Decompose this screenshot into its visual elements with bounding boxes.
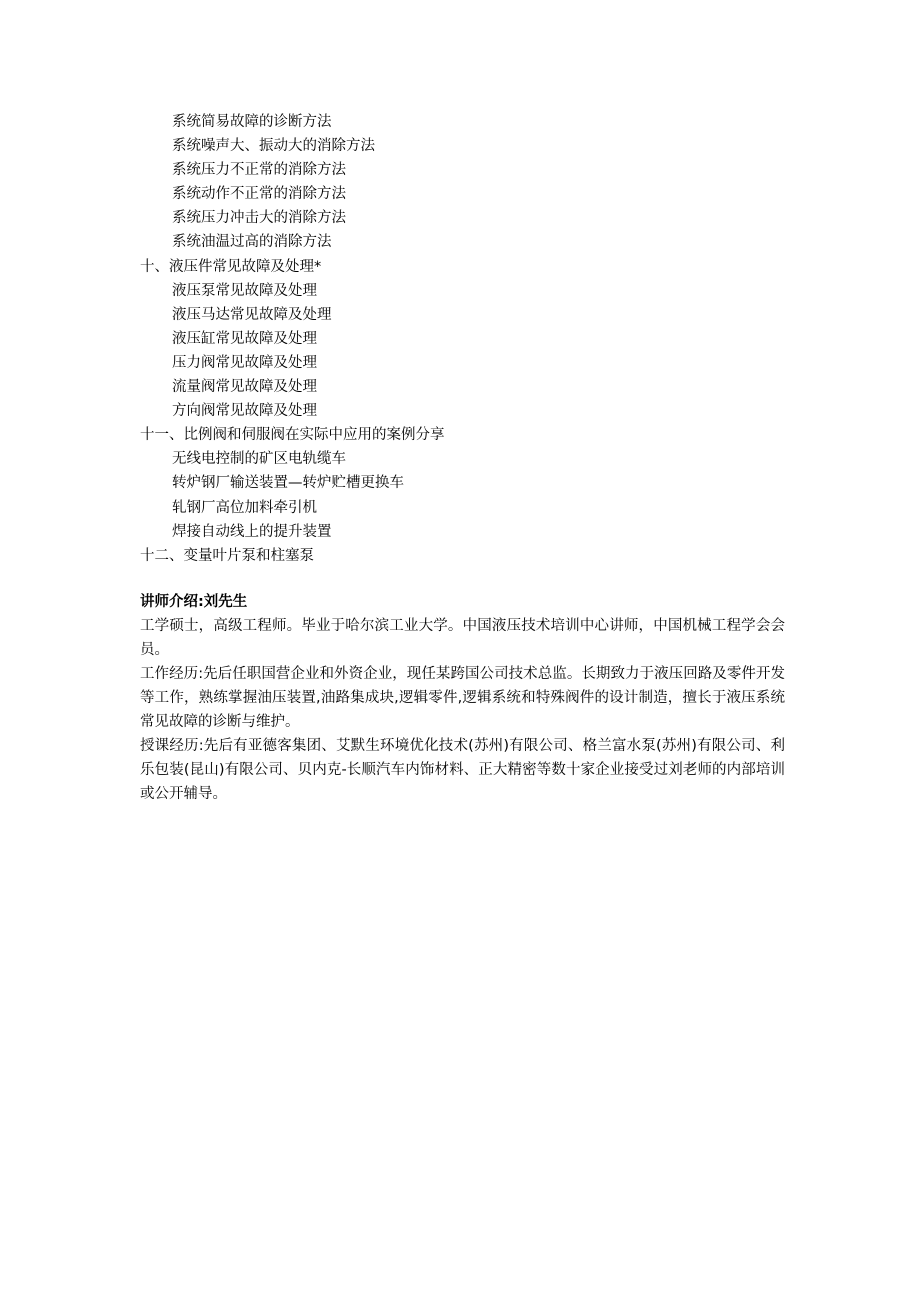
outline-subitem: 液压泵常见故障及处理 bbox=[172, 282, 317, 299]
outline-subitem: 焊接自动线上的提升装置 bbox=[172, 523, 332, 540]
outline-subitem: 液压马达常见故障及处理 bbox=[172, 306, 332, 323]
instructor-heading: 讲师介绍:刘先生 bbox=[140, 593, 248, 610]
outline-subitem: 系统简易故障的诊断方法 bbox=[172, 114, 332, 130]
outline-subitem: 系统油温过高的消除方法 bbox=[172, 234, 332, 251]
instructor-intro bbox=[140, 590, 785, 806]
outline-section-heading: 十一、比例阀和伺服阀在实际中应用的案例分享 bbox=[140, 427, 445, 444]
course-outline bbox=[140, 110, 785, 568]
document-page bbox=[140, 110, 785, 806]
instructor-work-experience: 工作经历:先后任职国营企业和外资企业，现任某跨国公司技术总监。长期致力于液压回路及零件开发等工作，熟练掌握油压装置,油路集成块,逻辑零件,逻辑系统和特殊阀件的设计制造，擅长于液压系统常见故障的诊断与维护。 bbox=[140, 665, 785, 730]
outline-subitem: 无线电控制的矿区电轨缆车 bbox=[172, 451, 346, 468]
outline-subitem: 液压缸常见故障及处理 bbox=[172, 330, 317, 347]
section-gap bbox=[140, 568, 785, 590]
outline-subitem: 系统噪声大、振动大的消除方法 bbox=[172, 138, 375, 155]
outline-subitem: 系统动作不正常的消除方法 bbox=[172, 186, 346, 203]
outline-subitem: 方向阀常见故障及处理 bbox=[172, 403, 317, 420]
outline-section-heading: 十、液压件常见故障及处理* bbox=[140, 258, 322, 275]
instructor-teaching-experience: 授课经历:先后有亚德客集团、艾默生环境优化技术(苏州)有限公司、格兰富水泵(苏州)有限公司、利乐包装(昆山)有限公司、贝内克-长顺汽车内饰材料、正大精密等数十家企业接受过刘老师的内部培训或公开辅导。 bbox=[140, 737, 785, 802]
outline-subitem: 转炉钢厂输送装置—转炉贮槽更换车 bbox=[172, 475, 404, 492]
outline-subitem: 系统压力不正常的消除方法 bbox=[172, 162, 346, 179]
outline-subitem: 压力阀常见故障及处理 bbox=[172, 354, 317, 371]
outline-section-heading: 十二、变量叶片泵和柱塞泵 bbox=[140, 547, 314, 564]
outline-subitem: 流量阀常见故障及处理 bbox=[172, 379, 317, 396]
outline-subitem: 系统压力冲击大的消除方法 bbox=[172, 210, 346, 227]
instructor-credentials: 工学硕士，高级工程师。毕业于哈尔滨工业大学。中国液压技术培训中心讲师，中国机械工程学会会员。 bbox=[140, 617, 785, 658]
outline-subitem: 轧钢厂高位加料牵引机 bbox=[172, 499, 317, 516]
